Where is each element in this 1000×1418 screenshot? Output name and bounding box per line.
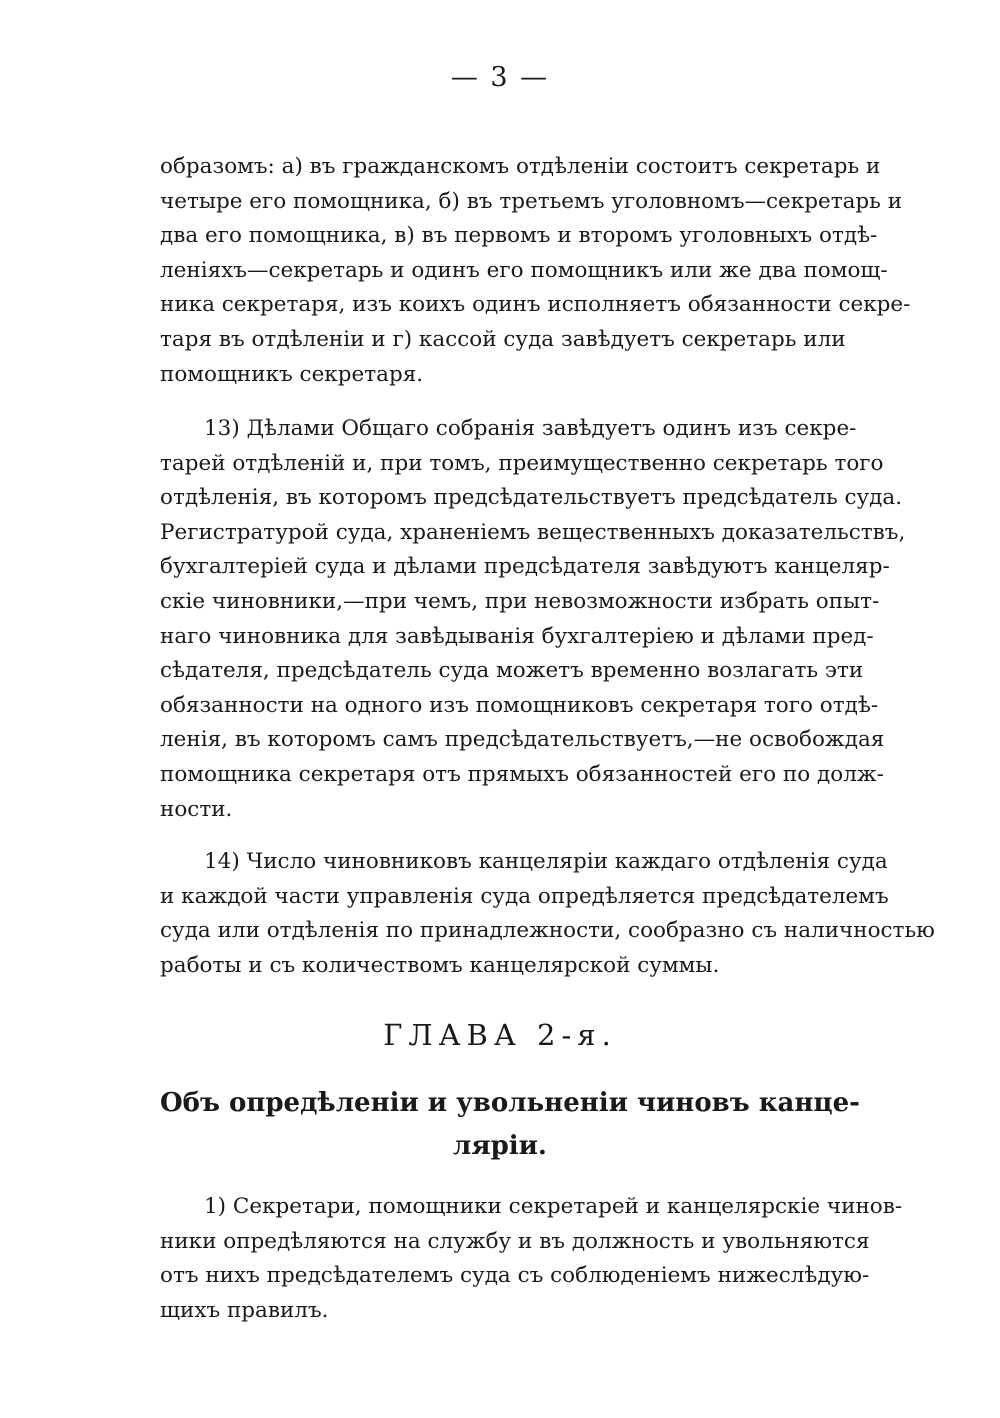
text-line: таря въ отдѣленіи и г) кассой суда завѣдуетъ секретарь или (160, 326, 846, 352)
heading-line: ляріи. (453, 1131, 547, 1161)
text-line: скіе чиновники,—при чемъ, при невозможности избрать опыт- (160, 588, 880, 614)
text-line: работы и съ количествомъ канцелярской суммы. (160, 952, 720, 978)
text-line: помощника секретаря отъ прямыхъ обязанностей его по долж- (160, 761, 884, 787)
text-line: суда или отдѣленія по принадлежности, сообразно съ наличностью (160, 918, 935, 944)
paragraph-14 (160, 845, 935, 983)
text-line: леніяхъ—секретарь и одинъ его помощникъ или же два помощ- (160, 257, 888, 283)
chapter-title: ГЛАВА 2-я. (383, 1018, 617, 1052)
text-line: отъ нихъ предсѣдателемъ суда съ соблюденіемъ нижеслѣдую- (160, 1263, 870, 1289)
text-line: ности. (160, 796, 233, 822)
text-line: образомъ: а) въ гражданскомъ отдѣленіи состоитъ секретарь и (160, 154, 881, 179)
text-line: щихъ правилъ. (160, 1297, 329, 1323)
text-line: отдѣленія, въ которомъ предсѣдательствуетъ предсѣдатель суда. (160, 485, 903, 511)
section-heading (160, 1082, 860, 1168)
text-line: два его помощника, в) въ первомъ и второмъ уголовныхъ отдѣ- (160, 223, 878, 249)
page-number: — 3 — (450, 62, 550, 93)
text-line: ники опредѣляются на службу и въ должность и увольняются (160, 1228, 870, 1254)
paragraph-chapter2-1 (160, 1190, 903, 1328)
text-line: 14) Число чиновниковъ канцеляріи каждаго отдѣленія суда (204, 849, 888, 874)
heading-line: Объ опредѣленіи и увольненіи чиновъ канце- (160, 1088, 860, 1118)
text-line: сѣдателя, предсѣдатель суда можетъ временно возлагать эти (160, 658, 864, 684)
text-line: 13) Дѣлами Общаго собранія завѣдуетъ одинъ изъ секре- (204, 416, 857, 441)
text-line: и каждой части управленія суда опредѣляется предсѣдателемъ (160, 883, 889, 909)
text-line: обязанности на одного изъ помощниковъ секретаря того отдѣ- (160, 692, 879, 718)
paragraph-13 (160, 412, 906, 827)
text-line: тарей отдѣленій и, при томъ, преимущественно секретарь того (160, 450, 884, 476)
text-line: помощникъ секретаря. (160, 361, 424, 387)
text-line: бухгалтеріей суда и дѣлами предсѣдателя завѣдуютъ канцеляр- (160, 554, 890, 580)
text-line: Регистратурой суда, храненіемъ вещественныхъ доказательствъ, (160, 519, 906, 545)
paragraph-12-continuation (160, 150, 911, 392)
text-line: наго чиновника для завѣдыванія бухгалтеріею и дѣлами пред- (160, 623, 874, 649)
text-line: ленія, въ которомъ самъ предсѣдательствуетъ,—не освобождая (160, 727, 885, 753)
text-line: четыре его помощника, б) въ третьемъ уголовномъ—секретарь и (160, 188, 903, 214)
text-line: 1) Секретари, помощники секретарей и канцелярскіе чинов- (204, 1194, 903, 1219)
text-line: ника секретаря, изъ коихъ одинъ исполняетъ обязанности секре- (160, 292, 911, 318)
